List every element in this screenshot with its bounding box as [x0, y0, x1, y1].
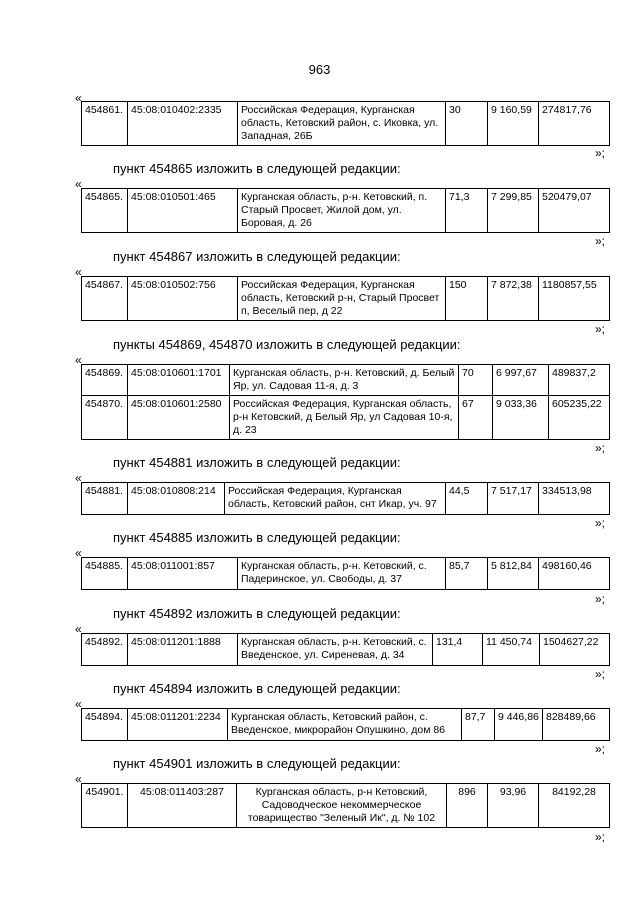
section-heading: пункт 454894 изложить в следующей редакции: [113, 681, 401, 696]
close-quote: »; [595, 234, 606, 248]
rate: 93,96 [488, 784, 539, 828]
table-row [82, 784, 610, 828]
cadastral-number: 45:08:010601:1701 [128, 365, 230, 396]
record-number: 454901. [82, 784, 128, 828]
address: Курганская область, р-н. Кетовский, с. Падеринское, ул. Свободы, д. 37 [238, 558, 446, 590]
cadastral-value: 828489,66 [543, 709, 610, 741]
section-heading: пункт 454867 изложить в следующей редакции: [113, 249, 401, 264]
cadastral-value: 489837,2 [549, 365, 610, 396]
cadastral-number: 45:08:011001:857 [128, 558, 238, 590]
area: 70 [459, 365, 493, 396]
cadastral-value: 274817,76 [539, 102, 610, 146]
table-row [82, 396, 610, 440]
close-quote: »; [595, 146, 606, 160]
address: Курганская область, Кетовский район, с. Введенское, микрорайон Опушкино, дом 86 [228, 709, 462, 741]
address: Курганская область, р-н. Кетовский, с. Введенское, ул. Сиреневая, д. 34 [238, 634, 433, 666]
table-row [82, 277, 610, 321]
cadastral-number: 45:08:010808:214 [128, 483, 225, 515]
open-quote: « [75, 91, 82, 105]
open-quote: « [75, 546, 82, 560]
cadastral-number: 45:08:010501:465 [128, 189, 238, 233]
rate: 5 812,84 [488, 558, 539, 590]
cadastral-number: 45:08:010402:2335 [128, 102, 238, 146]
rate: 9 446,86 [495, 709, 543, 741]
cadastral-value: 520479,07 [539, 189, 610, 233]
area: 30 [446, 102, 488, 146]
table-row [82, 558, 610, 590]
rate: 7 517,17 [488, 483, 539, 515]
area: 71,3 [446, 189, 488, 233]
open-quote: « [75, 177, 82, 191]
close-quote: »; [595, 516, 606, 530]
rate: 7 872,38 [488, 277, 539, 321]
section-heading: пункты 454869, 454870 изложить в следующей редакции: [113, 337, 461, 352]
close-quote: »; [595, 742, 606, 756]
open-quote: « [75, 697, 82, 711]
rate: 6 997,67 [493, 365, 549, 396]
cadastral-number: 45:08:011201:2234 [128, 709, 228, 741]
table-row [82, 634, 610, 666]
cadastral-number: 45:08:011201:1888 [128, 634, 238, 666]
record-number: 454865. [82, 189, 128, 233]
section-heading: пункт 454881 изложить в следующей редакции: [113, 455, 401, 470]
open-quote: « [75, 772, 82, 786]
area: 131,4 [433, 634, 483, 666]
section-heading: пункт 454885 изложить в следующей редакции: [113, 530, 401, 545]
table-row [82, 102, 610, 146]
rate: 9 160,59 [488, 102, 539, 146]
record-number: 454885. [82, 558, 128, 590]
record-table [81, 188, 610, 233]
record-table [81, 783, 610, 828]
address: Курганская область, р-н Кетовский, Садоводческое некоммерческое товарищество "Зеленый Ик", д. № 102 [237, 784, 447, 828]
address: Российская Федерация, Курганская область, Кетовский р-н, Старый Просвет п, Веселый пер, д 22 [238, 277, 446, 321]
open-quote: « [75, 265, 82, 279]
record-number: 454892. [82, 634, 128, 666]
close-quote: »; [595, 830, 606, 844]
table-row [82, 365, 610, 396]
record-number: 454867. [82, 277, 128, 321]
area: 87,7 [462, 709, 495, 741]
page-number: 963 [308, 62, 331, 77]
open-quote: « [75, 622, 82, 636]
cadastral-value: 605235,22 [549, 396, 610, 440]
record-table [81, 708, 610, 741]
record-table [81, 101, 610, 146]
cadastral-value: 334513,98 [539, 483, 610, 515]
cadastral-number: 45:08:010502:756 [128, 277, 238, 321]
record-number: 454870. [82, 396, 128, 440]
open-quote: « [75, 471, 82, 485]
area: 67 [459, 396, 493, 440]
area: 44,5 [446, 483, 488, 515]
rate: 7 299,85 [488, 189, 539, 233]
record-table [81, 276, 610, 321]
record-number: 454869. [82, 365, 128, 396]
record-table [81, 482, 610, 515]
cadastral-value: 1504627,22 [540, 634, 610, 666]
record-number: 454861. [82, 102, 128, 146]
section-heading: пункт 454892 изложить в следующей редакции: [113, 606, 401, 621]
close-quote: »; [595, 667, 606, 681]
table-row [82, 483, 610, 515]
address: Курганская область, р-н. Кетовский, п. Старый Просвет, Жилой дом, ул. Боровая, д. 26 [238, 189, 446, 233]
record-table [81, 364, 610, 440]
cadastral-number: 45:08:010601:2580 [128, 396, 230, 440]
table-row [82, 189, 610, 233]
address: Курганская область, р-н. Кетовский, д. Белый Яр, ул. Садовая 11-я, д. 3 [230, 365, 459, 396]
cadastral-value: 1180857,55 [539, 277, 610, 321]
address: Российская Федерация, Курганская область, Кетовский район, с. Иковка, ул. Западная, 26Б [238, 102, 446, 146]
section-heading: пункт 454901 изложить в следующей редакции: [113, 756, 401, 771]
open-quote: « [75, 353, 82, 367]
area: 150 [446, 277, 488, 321]
close-quote: »; [595, 592, 606, 606]
record-number: 454881. [82, 483, 128, 515]
rate: 9 033,36 [493, 396, 549, 440]
table-row [82, 709, 610, 741]
close-quote: »; [595, 441, 606, 455]
record-table [81, 557, 610, 590]
rate: 11 450,74 [483, 634, 540, 666]
address: Российская Федерация, Курганская область, р-н Кетовский, д Белый Яр, ул Садовая 10-я, д. 23 [230, 396, 459, 440]
cadastral-number: 45:08:011403:287 [128, 784, 237, 828]
record-number: 454894. [82, 709, 128, 741]
record-table [81, 633, 610, 666]
area: 896 [447, 784, 488, 828]
cadastral-value: 498160,46 [539, 558, 610, 590]
section-heading: пункт 454865 изложить в следующей редакции: [113, 161, 401, 176]
area: 85,7 [446, 558, 488, 590]
address: Российская Федерация, Курганская область, Кетовский район, снт Икар, уч. 97 [225, 483, 446, 515]
close-quote: »; [595, 322, 606, 336]
cadastral-value: 84192,28 [539, 784, 610, 828]
